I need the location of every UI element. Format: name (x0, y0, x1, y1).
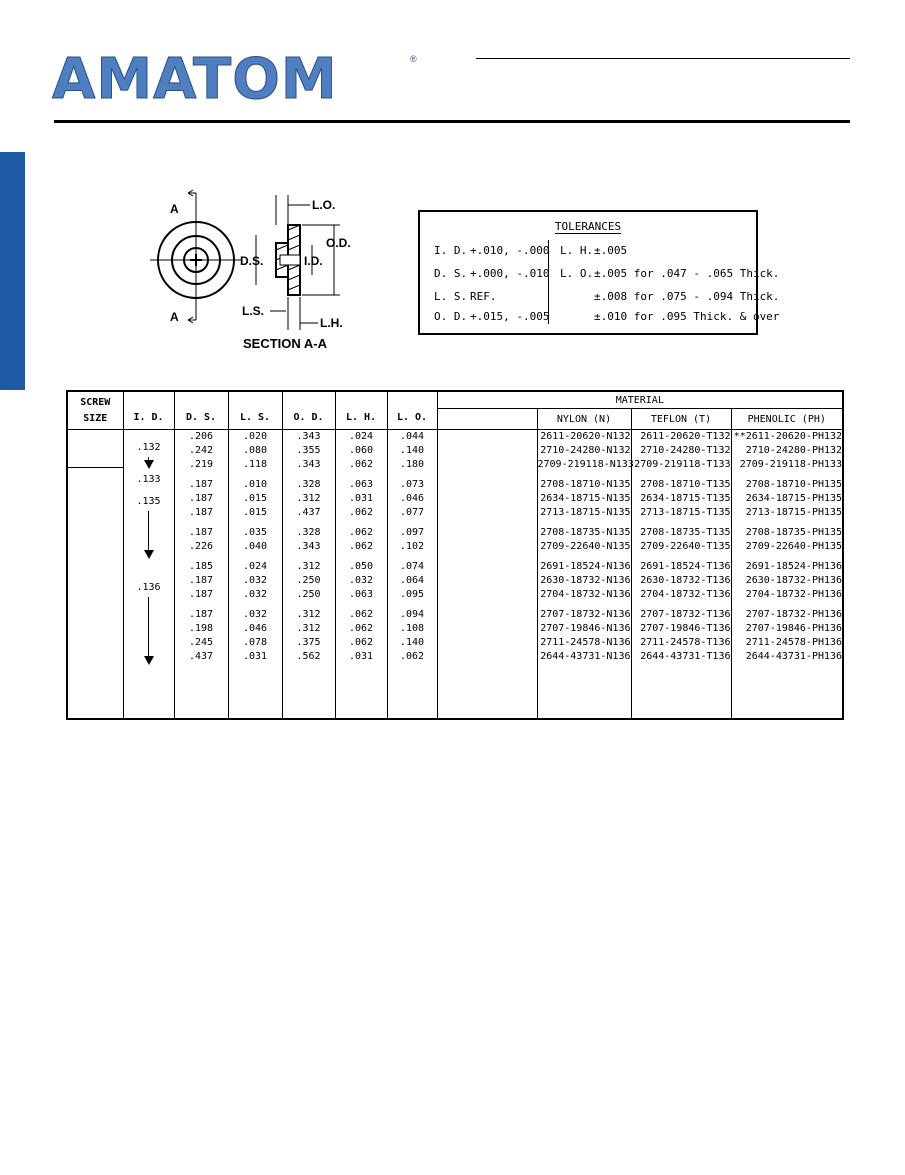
ls-col (228, 430, 282, 720)
cell-lo: .062 (399, 651, 425, 662)
tolerances-box (418, 210, 780, 335)
cell-t: 2711-24578-T136 (640, 637, 731, 648)
cell-t: 2707-19846-T136 (640, 623, 731, 634)
od-col (282, 430, 335, 720)
cell-lh: .031 (348, 651, 374, 662)
cell-lo: .102 (399, 541, 425, 552)
od-label: O.D. (326, 236, 351, 250)
cell-ph: 2644-43731-PH136 (745, 651, 843, 662)
cell-lo: .073 (399, 479, 425, 490)
cell-t: 2644-43731-T136 (640, 651, 731, 662)
cell-lh: .062 (348, 609, 374, 620)
cell-lh: .050 (348, 561, 374, 572)
cell-t: 2611-20620-T132 (640, 431, 731, 442)
cell-od: .250 (296, 589, 321, 600)
cell-t: 2634-18715-T135 (640, 493, 731, 504)
phenolic-header: PHENOLIC (PH) (731, 409, 843, 430)
cell-ph: 2708-18735-PH135 (745, 527, 843, 538)
tol-key: D. S. (434, 267, 468, 280)
cell-n: 2709-219118-N133 (537, 459, 634, 470)
tol-key: I. D. (434, 244, 468, 257)
ds-label: D.S. (240, 254, 264, 268)
cell-n: 2691-18524-N136 (540, 561, 631, 572)
amatom-logo (52, 47, 417, 112)
cell-ds: .185 (188, 561, 214, 572)
cell-lh: .031 (348, 493, 374, 504)
cell-lh: .062 (348, 459, 374, 470)
cell-ls: .024 (242, 561, 268, 572)
cell-ph: 2708-18710-PH135 (745, 479, 843, 490)
cell-lh: .024 (348, 431, 374, 442)
cell-ls: .118 (242, 459, 268, 470)
cell-od: .375 (296, 637, 321, 648)
tol-value: ±.008 for .075 - .094 Thick. (594, 290, 780, 303)
cell-t: 2709-219118-T133 (634, 459, 731, 470)
section-a-bottom: A (170, 310, 179, 324)
ls-label: L.S. (242, 304, 265, 318)
cell-n: 2709-22640-N135 (540, 541, 631, 552)
tol-value: REF. (470, 290, 497, 303)
cell-ds: .242 (188, 445, 214, 456)
cell-ls: .020 (242, 431, 268, 442)
cell-lo: .140 (399, 637, 425, 648)
cell-n: 2704-18732-N136 (540, 589, 631, 600)
cell-ph: 2707-19846-PH136 (745, 623, 843, 634)
front-view (150, 190, 242, 324)
cell-ph: 2709-22640-PH135 (745, 541, 843, 552)
cell-ls: .032 (242, 575, 268, 586)
cell-ph: **2611-20620-PH132 (733, 431, 843, 442)
material-blank-col (437, 430, 537, 720)
cell-lh: .062 (348, 541, 374, 552)
cell-ds: .187 (188, 479, 214, 490)
id-label: I.D. (304, 254, 323, 268)
cell-ds: .187 (188, 527, 214, 538)
tol-value: +.015, -.005 (470, 310, 550, 323)
down-arrow-icon (144, 656, 154, 665)
cell-od: .328 (296, 527, 321, 538)
down-arrow-icon (144, 460, 154, 469)
cell-lo: .046 (399, 493, 425, 504)
cell-t: 2691-18524-T136 (640, 561, 731, 572)
screw-header-text: SCREW (80, 396, 111, 408)
cell-od: .312 (296, 623, 321, 634)
cell-lo: .180 (399, 459, 425, 470)
cell-n: 2711-24578-N136 (540, 637, 631, 648)
cell-n: 2634-18715-N135 (540, 493, 631, 504)
cell-t: 2708-18735-T135 (640, 527, 731, 538)
cell-n: 2707-18732-N136 (540, 609, 631, 620)
cell-ph: 2630-18732-PH136 (745, 575, 843, 586)
tol-value: ±.005 (594, 244, 628, 257)
screw-size-divider (68, 467, 123, 468)
cell-od: .312 (296, 561, 321, 572)
lh-label: L.H. (320, 316, 343, 330)
cell-t: 2707-18732-T136 (640, 609, 731, 620)
lh-col (335, 430, 387, 720)
cell-ls: .010 (242, 479, 268, 490)
teflon-header: TEFLON (T) (631, 409, 731, 430)
cell-ls: .040 (242, 541, 268, 552)
tol-key: O. D. (434, 310, 468, 323)
ds-col (174, 430, 228, 720)
cell-od: .312 (296, 609, 321, 620)
section-view (240, 195, 351, 351)
nylon-col (537, 430, 634, 720)
lo-label: L.O. (312, 198, 336, 212)
cell-od: .343 (296, 459, 321, 470)
cell-ph: 2704-18732-PH136 (745, 589, 843, 600)
cell-ds: .226 (188, 541, 214, 552)
ls-header: L. S. (228, 391, 282, 430)
cell-ph: 2710-24280-PH132 (745, 445, 843, 456)
side-accent-bar (0, 152, 25, 390)
size-header-text: SIZE (83, 412, 108, 424)
cell-ph: 2691-18524-PH136 (745, 561, 843, 572)
cell-od: .343 (296, 541, 321, 552)
cell-lh: .063 (348, 589, 374, 600)
down-arrow-line (148, 597, 149, 657)
id-value: .132 (136, 442, 161, 453)
cell-ls: .015 (242, 493, 268, 504)
cell-ds: .187 (188, 575, 214, 586)
tol-key: L. O. (560, 267, 594, 280)
teflon-col (631, 430, 731, 720)
spacer-table (66, 390, 844, 720)
cell-ds: .245 (188, 637, 214, 648)
cell-ph: 2707-18732-PH136 (745, 609, 843, 620)
cell-lo: .108 (399, 623, 425, 634)
logo-text: AMATOM (52, 47, 338, 112)
cell-ls: .032 (242, 589, 268, 600)
tol-value: ±.005 for .047 - .065 Thick. (594, 267, 780, 280)
cell-ds: .187 (188, 507, 214, 518)
down-arrow-icon (144, 550, 154, 559)
material-blank-header (437, 409, 537, 430)
id-col (123, 430, 174, 720)
cell-ds: .219 (188, 459, 214, 470)
cell-t: 2708-18710-T135 (640, 479, 731, 490)
od-header: O. D. (282, 391, 335, 430)
cell-lo: .044 (399, 431, 425, 442)
cell-od: .437 (296, 507, 321, 518)
phenolic-col (731, 430, 843, 720)
material-header: MATERIAL (437, 391, 843, 409)
tol-value: +.000, -.010 (470, 267, 550, 280)
id-value: .136 (136, 582, 161, 593)
cell-n: 2630-18732-N136 (540, 575, 631, 586)
cell-ls: .032 (242, 609, 268, 620)
cell-ls: .046 (242, 623, 268, 634)
cell-n: 2611-20620-N132 (540, 431, 631, 442)
cell-lo: .097 (399, 527, 425, 538)
id-value: .135 (136, 496, 161, 507)
cell-od: .562 (296, 651, 321, 662)
section-a-top: A (170, 202, 179, 216)
cell-ph: 2711-24578-PH136 (745, 637, 843, 648)
cell-n: 2708-18710-N135 (540, 479, 631, 490)
ds-header: D. S. (174, 391, 228, 430)
cell-n: 2707-19846-N136 (540, 623, 631, 634)
cell-lo: .140 (399, 445, 425, 456)
tolerances-title: TOLERANCES (554, 220, 622, 233)
cell-lh: .032 (348, 575, 374, 586)
cell-lo: .077 (399, 507, 425, 518)
cell-ds: .187 (188, 589, 214, 600)
cell-ph: 2634-18715-PH135 (745, 493, 843, 504)
cell-lh: .062 (348, 637, 374, 648)
cell-ls: .035 (242, 527, 268, 538)
cell-lh: .063 (348, 479, 374, 490)
registered-mark: ® (410, 54, 417, 64)
lh-header: L. H. (335, 391, 387, 430)
cell-t: 2704-18732-T136 (640, 589, 731, 600)
cell-lo: .074 (399, 561, 425, 572)
cell-lo: .094 (399, 609, 425, 620)
cell-od: .250 (296, 575, 321, 586)
cell-lh: .062 (348, 527, 374, 538)
cell-ls: .080 (242, 445, 268, 456)
cell-lo: .095 (399, 589, 425, 600)
cell-ds: .187 (188, 493, 214, 504)
cell-t: 2630-18732-T136 (640, 575, 731, 586)
cell-od: .355 (296, 445, 321, 456)
down-arrow-line (148, 511, 149, 551)
cell-n: 2710-24280-N132 (540, 445, 631, 456)
tol-key: L. H. (560, 244, 594, 257)
cell-ls: .031 (242, 651, 268, 662)
cell-t: 2709-22640-T135 (640, 541, 731, 552)
tol-key: L. S. (434, 290, 468, 303)
cell-od: .312 (296, 493, 321, 504)
cell-t: 2713-18715-T135 (640, 507, 731, 518)
cell-od: .343 (296, 431, 321, 442)
tol-value: ±.010 for .095 Thick. & over (594, 310, 780, 323)
cell-lh: .060 (348, 445, 374, 456)
screw-size-col (67, 430, 123, 720)
cell-t: 2710-24280-T132 (640, 445, 731, 456)
cell-n: 2644-43731-N136 (540, 651, 631, 662)
cell-ph: 2713-18715-PH135 (745, 507, 843, 518)
cell-lh: .062 (348, 507, 374, 518)
header-top-rule (476, 58, 850, 59)
section-caption: SECTION A-A (243, 336, 328, 351)
cell-ls: .015 (242, 507, 268, 518)
header-rule (54, 120, 850, 123)
tol-value: +.010, -.000 (470, 244, 550, 257)
nylon-header: NYLON (N) (537, 409, 631, 430)
screw-size-header (67, 391, 123, 430)
id-header: I. D. (123, 391, 174, 430)
cell-ds: .198 (188, 623, 214, 634)
lo-col (387, 430, 437, 720)
lo-header: L. O. (387, 391, 437, 430)
cell-n: 2708-18735-N135 (540, 527, 631, 538)
cell-ds: .437 (188, 651, 214, 662)
cell-od: .328 (296, 479, 321, 490)
id-value: .133 (136, 474, 161, 485)
cell-ds: .206 (188, 431, 214, 442)
cell-lh: .062 (348, 623, 374, 634)
cell-n: 2713-18715-N135 (540, 507, 631, 518)
cell-lo: .064 (399, 575, 425, 586)
cell-ph: 2709-219118-PH133 (739, 459, 843, 470)
cell-ls: .078 (242, 637, 268, 648)
washer-diagram (140, 185, 370, 360)
cell-ds: .187 (188, 609, 214, 620)
